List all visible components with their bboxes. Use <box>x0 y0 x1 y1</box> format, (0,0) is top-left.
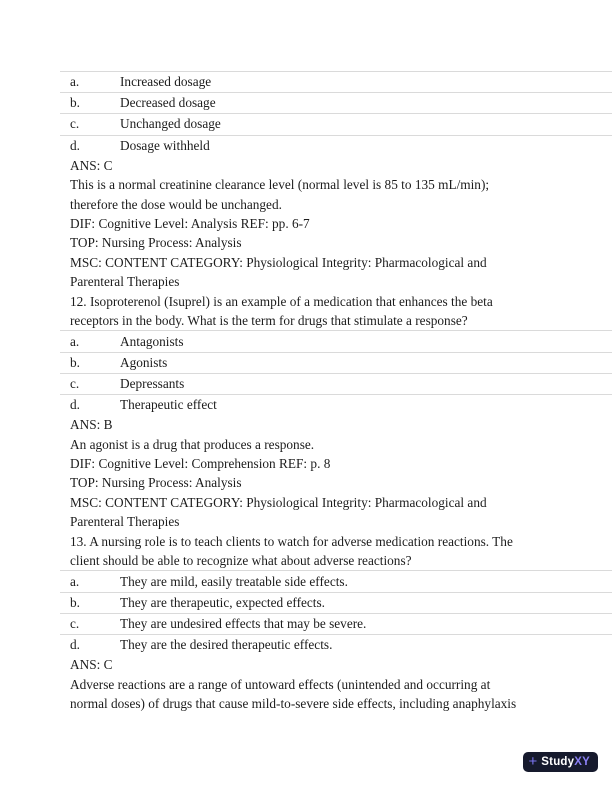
option-letter: b. <box>70 95 80 111</box>
option-text: Depressants <box>120 375 185 391</box>
logo-brand-text: Study <box>541 756 575 768</box>
text-line: TOP: Nursing Process: Analysis <box>70 235 242 251</box>
question-12-options <box>60 330 612 415</box>
text-line: 13. A nursing role is to teach clients to watch for adverse medication reactions. The <box>70 533 513 549</box>
option-text: They are mild, easily treatable side effects. <box>120 573 348 589</box>
option-row <box>60 592 612 613</box>
text-line: 12. Isoproterenol (Isuprel) is an example of a medication that enhances the beta <box>70 293 493 309</box>
text-line: This is a normal creatinine clearance level (normal level is 85 to 135 mL/min); <box>70 177 490 193</box>
option-row <box>60 373 612 394</box>
option-text: They are the desired therapeutic effects. <box>120 637 333 653</box>
option-text: Antagonists <box>120 333 184 349</box>
option-row <box>60 92 612 113</box>
option-letter: a. <box>70 333 80 349</box>
text-line: ANS: B <box>70 417 113 433</box>
option-text: Unchanged dosage <box>120 116 221 132</box>
option-text: They are therapeutic, expected effects. <box>120 594 325 610</box>
text-line: Adverse reactions are a range of untoward effects (unintended and occurring at <box>70 676 491 692</box>
option-letter: c. <box>70 375 80 391</box>
option-text: Dosage withheld <box>120 137 210 153</box>
text-line: therefore the dose would be unchanged. <box>70 196 282 212</box>
text-line: ANS: C <box>70 657 113 673</box>
option-text: Agonists <box>120 354 168 370</box>
logo-suffix-text: XY <box>574 756 590 768</box>
text-line: DIF: Cognitive Level: Analysis REF: pp. 6-7 <box>70 215 310 231</box>
option-letter: c. <box>70 615 80 631</box>
question-13-options <box>60 570 612 655</box>
text-line: client should be able to recognize what about adverse reactions? <box>70 553 412 568</box>
option-text: Decreased dosage <box>120 95 216 111</box>
text-line: MSC: CONTENT CATEGORY: Physiological Integrity: Pharmacological and <box>70 254 487 270</box>
text-line: Parenteral Therapies <box>70 514 180 530</box>
option-letter: c. <box>70 116 80 132</box>
option-letter: a. <box>70 74 80 90</box>
option-letter: a. <box>70 573 80 589</box>
option-letter: b. <box>70 354 80 370</box>
text-line: normal doses) of drugs that cause mild-to-severe side effects, including anaphylaxis <box>70 695 517 711</box>
question-12-answer-block <box>70 415 612 531</box>
option-row <box>60 352 612 373</box>
plus-icon: + <box>528 752 538 770</box>
question-11-options <box>60 71 612 156</box>
option-letter: d. <box>70 637 80 653</box>
question-13-answer-block <box>70 655 612 713</box>
option-row <box>60 330 612 351</box>
text-line: Parenteral Therapies <box>70 274 180 290</box>
option-row <box>60 570 612 591</box>
question-11-answer-block <box>70 156 612 292</box>
text-line: ANS: C <box>70 157 113 173</box>
text-line: receptors in the body. What is the term for drugs that stimulate a response? <box>70 313 468 328</box>
option-letter: b. <box>70 594 80 610</box>
text-line: TOP: Nursing Process: Analysis <box>70 475 242 491</box>
question-13-stem <box>70 532 612 571</box>
option-row <box>60 394 612 415</box>
studyxy-logo <box>523 752 598 772</box>
question-12-stem <box>70 292 612 331</box>
option-row <box>60 634 612 655</box>
option-row <box>60 613 612 634</box>
option-row <box>60 71 612 92</box>
text-line: An agonist is a drug that produces a response. <box>70 436 315 452</box>
option-letter: d. <box>70 397 80 413</box>
text-line: DIF: Cognitive Level: Comprehension REF: p. 8 <box>70 455 331 471</box>
option-text: Increased dosage <box>120 74 212 90</box>
option-text: Therapeutic effect <box>120 397 217 413</box>
option-letter: d. <box>70 137 80 153</box>
option-text: They are undesired effects that may be severe. <box>120 615 367 631</box>
option-row <box>60 113 612 134</box>
text-line: MSC: CONTENT CATEGORY: Physiological Integrity: Pharmacological and <box>70 494 487 510</box>
document-content <box>0 71 612 713</box>
option-row <box>60 135 612 156</box>
